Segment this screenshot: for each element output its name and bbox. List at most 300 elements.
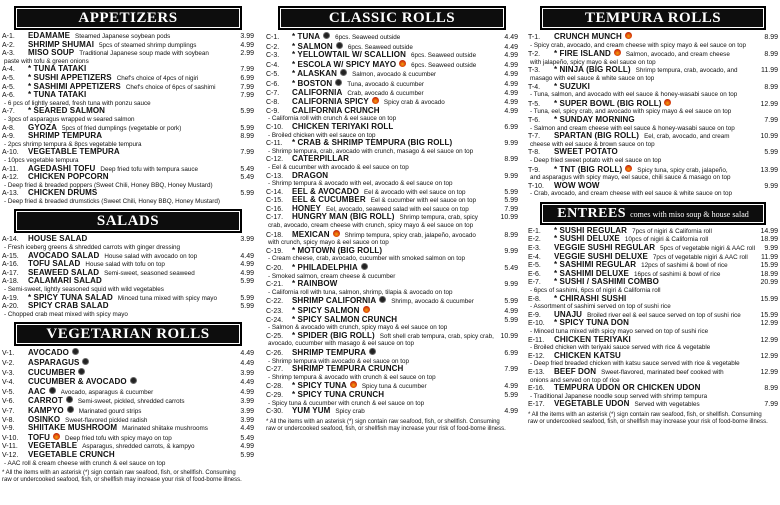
menu-item bbox=[2, 189, 254, 205]
item-code: T-5. bbox=[528, 100, 541, 108]
item-code: E-2. bbox=[528, 236, 541, 244]
spicy-icon bbox=[625, 32, 632, 39]
menu-item bbox=[266, 391, 518, 407]
spicy-icon bbox=[333, 230, 340, 237]
menu-item bbox=[2, 107, 254, 123]
roll-icon bbox=[369, 348, 376, 355]
item-description: Spicy crab bbox=[335, 408, 365, 416]
item-description: Served with vegetables bbox=[634, 401, 700, 409]
item-code: A-8. bbox=[2, 124, 15, 132]
item-name: CALIFORNIA CRUNCH bbox=[292, 105, 380, 115]
menu-item bbox=[266, 155, 518, 171]
menu-item bbox=[266, 365, 518, 381]
item-price: 7.99 bbox=[504, 366, 518, 374]
item-description: House salad with tofu on top bbox=[85, 261, 165, 269]
salads-list bbox=[2, 235, 254, 318]
menu-item bbox=[2, 368, 254, 378]
item-code: C-11. bbox=[266, 140, 283, 148]
item-code: V-3. bbox=[2, 369, 15, 377]
item-code: V-11. bbox=[2, 443, 18, 451]
entrees-header bbox=[540, 202, 766, 225]
item-price: 10.99 bbox=[760, 133, 778, 141]
item-description: 6pcs. Seaweed outside bbox=[335, 34, 401, 41]
item-price: 13.99 bbox=[760, 166, 778, 174]
item-price: 5.49 bbox=[240, 174, 254, 182]
item-description-extra: - Shrimp tempura & avocado with eel, avocado & eel sauce on top bbox=[268, 180, 453, 188]
item-price: 4.49 bbox=[240, 379, 254, 387]
item-price: 5.99 bbox=[240, 294, 254, 302]
item-price: 5.49 bbox=[504, 265, 518, 273]
item-code: E-12. bbox=[528, 352, 545, 360]
menu-item bbox=[528, 352, 778, 368]
item-description: 6pcs. Seaweed outside bbox=[410, 52, 477, 60]
item-code: T-9. bbox=[528, 166, 541, 174]
item-description-extra: - Chopped crab meat mixed with spicy mayo bbox=[4, 310, 128, 318]
item-name: * SPICY SALMON bbox=[292, 306, 360, 315]
disclaimer-middle: * All the items with an asterisk (*) sign contain raw seafood, fish, or shellfish. Consuming raw or undercooked seafood, fish, or shellfish may increase your risk of food-borne illness. bbox=[266, 418, 506, 432]
item-description: 16pcs of sashimi & bowl of rice bbox=[633, 270, 721, 278]
item-description: Salmon, avocado, and cream cheese bbox=[625, 51, 730, 59]
item-name: * SPICY TUNA bbox=[292, 381, 347, 391]
item-name: * SPIDER (BIG ROLL) bbox=[292, 330, 375, 340]
item-description: Eel & cucumber with eel sauce on top bbox=[370, 197, 477, 205]
item-description: Salmon, avocado & cucumber bbox=[352, 71, 437, 79]
item-price: 2.99 bbox=[240, 50, 254, 58]
spicy-icon bbox=[350, 381, 357, 388]
menu-item bbox=[2, 277, 254, 293]
item-price: 12.99 bbox=[760, 320, 778, 328]
menu-item bbox=[266, 263, 518, 280]
item-name: * SPICY SALMON CRUNCH bbox=[292, 314, 398, 324]
item-description-extra: - Deep fried sweet potato with eel sauce on top bbox=[530, 156, 662, 164]
item-price: 4.99 bbox=[504, 52, 518, 60]
item-description-extra: - Broiled chicken with eel sauce on top bbox=[268, 131, 376, 139]
item-price: 3.99 bbox=[240, 407, 254, 415]
spicy-icon bbox=[664, 99, 671, 106]
item-code: E-5. bbox=[528, 262, 541, 270]
item-name: TEMPURA UDON OR CHICKEN UDON bbox=[554, 383, 701, 393]
spicy-icon bbox=[614, 49, 621, 56]
item-code: A-17. bbox=[2, 269, 19, 277]
item-description: Semi-sweet, pickled, shredded carrots bbox=[77, 398, 185, 406]
menu-item bbox=[266, 280, 518, 296]
roll-icon bbox=[67, 406, 74, 413]
item-code: C-18. bbox=[266, 231, 284, 239]
menu-item bbox=[528, 278, 778, 294]
item-price: 7.99 bbox=[764, 116, 778, 124]
item-price: 8.99 bbox=[240, 133, 254, 141]
item-price: 3.99 bbox=[240, 369, 254, 377]
item-name: HOUSE SALAD bbox=[28, 234, 88, 244]
item-code: C-15. bbox=[266, 197, 284, 205]
item-code: C-19. bbox=[266, 247, 284, 255]
item-description: Shrimp, avocado & cucumber bbox=[391, 298, 474, 306]
item-price: 5.99 bbox=[240, 124, 254, 132]
column-left bbox=[2, 6, 254, 484]
item-name: AGEDASHI TOFU bbox=[28, 163, 96, 173]
item-description-extra: - Minced tuna mixed with spicy mayo served on top of sushi rice bbox=[530, 328, 709, 335]
item-code: A-5. bbox=[2, 74, 15, 82]
item-code: A-6. bbox=[2, 92, 15, 100]
roll-icon bbox=[66, 396, 73, 403]
item-code: A-11. bbox=[2, 165, 19, 173]
item-name: ASPARAGUS bbox=[28, 358, 80, 367]
item-price: 12.99 bbox=[760, 352, 778, 360]
item-price: 7.99 bbox=[240, 149, 254, 157]
item-code: C-12. bbox=[266, 156, 284, 164]
item-code: V-1. bbox=[2, 350, 15, 358]
menu-item bbox=[2, 91, 254, 107]
item-description-extra: onions and served on top of rice bbox=[530, 376, 620, 384]
menu-item bbox=[528, 336, 778, 352]
menu-item bbox=[2, 302, 254, 318]
item-name: * SALMON bbox=[292, 41, 333, 51]
item-name: VEGGIE SUSHI DELUXE bbox=[554, 251, 648, 261]
item-code: C-26. bbox=[266, 349, 284, 357]
item-name: GYOZA bbox=[28, 122, 57, 132]
item-price: 5.99 bbox=[240, 278, 254, 286]
menu-item bbox=[266, 247, 518, 263]
item-description-extra: - Assortment of sashimi served on top of sushi rice bbox=[530, 303, 671, 311]
menu-item bbox=[528, 384, 778, 400]
item-price: 4.99 bbox=[240, 443, 254, 451]
item-code: E-17. bbox=[528, 401, 545, 409]
item-name: * ESCOLA W/ SPICY MAYO bbox=[292, 59, 397, 69]
item-description: 7pcs of vegetable nigiri & AAC roll bbox=[652, 253, 748, 261]
item-price: 5.49 bbox=[240, 165, 254, 173]
menu-item bbox=[266, 89, 518, 98]
item-description-extra: - Shrimp tempura with avocado & eel sauce on top bbox=[268, 357, 410, 365]
menu-item bbox=[266, 123, 518, 139]
item-code: C-1. bbox=[266, 34, 280, 41]
classic-list bbox=[266, 32, 518, 416]
item-price: 4.49 bbox=[240, 350, 254, 358]
item-code: A-20. bbox=[2, 303, 19, 311]
item-code: C-8. bbox=[266, 99, 280, 107]
menu-item bbox=[266, 348, 518, 365]
item-code: A-1. bbox=[2, 33, 15, 40]
item-code: V-7. bbox=[2, 407, 15, 415]
item-price: 4.99 bbox=[240, 388, 254, 396]
item-name: CALIFORNIA SPICY bbox=[292, 97, 369, 107]
item-description: Chef's choice of 4pcs of nigiri bbox=[116, 74, 199, 82]
item-code: E-16. bbox=[528, 385, 545, 393]
item-name: * PHILADELPHIA bbox=[292, 263, 358, 273]
item-description: Minced tuna mixed with spicy mayo bbox=[117, 294, 217, 302]
item-price: 5.99 bbox=[504, 391, 518, 399]
item-price: 3.99 bbox=[240, 236, 254, 244]
item-name: CHICKEN KATSU bbox=[554, 350, 621, 360]
item-price: 4.49 bbox=[504, 34, 518, 41]
item-price: 7.99 bbox=[240, 92, 254, 100]
disclaimer-right: * All the items with an asterisk (*) sign contain raw seafood, fish, or shellfish. Consuming raw or undercooked seafood, fish, or shellfish may increase your risk of food-borne illness. bbox=[528, 411, 768, 425]
spicy-icon bbox=[53, 433, 60, 440]
item-name: * SUNDAY MORNING bbox=[554, 114, 635, 124]
item-name: * TUNA TATAKI bbox=[28, 90, 87, 100]
menu-item bbox=[266, 172, 518, 188]
menu-item bbox=[2, 424, 254, 433]
item-name: * SUZUKI bbox=[554, 81, 590, 91]
tempura-list bbox=[528, 32, 778, 198]
item-name: BEEF DON bbox=[554, 366, 597, 376]
menu-item bbox=[266, 69, 518, 79]
item-code: C-22. bbox=[266, 298, 284, 306]
item-price: 20.99 bbox=[760, 279, 778, 287]
item-code: T-7. bbox=[528, 133, 541, 141]
item-code: A-2. bbox=[2, 41, 15, 49]
item-price: 6.99 bbox=[504, 123, 518, 131]
item-name: TOFU bbox=[28, 432, 51, 442]
item-description: Deep fried tofu with spicy mayo on top bbox=[65, 434, 172, 442]
menu-item bbox=[2, 173, 254, 189]
item-price: 9.99 bbox=[504, 281, 518, 289]
item-description-extra: - AAC roll & cream cheese with crunch & eel sauce on top bbox=[4, 459, 166, 467]
item-name: UNAJU bbox=[554, 309, 583, 319]
item-description: Semi-sweet, seasoned seaweed bbox=[104, 269, 195, 277]
item-name: * SASHIMI DELUXE bbox=[554, 268, 629, 278]
item-name: * ALASKAN bbox=[292, 69, 338, 79]
item-code: V-8. bbox=[2, 416, 15, 424]
menu-item bbox=[266, 107, 518, 123]
item-description-extra: crab, avocado, cream cheese with crunch, spicy mayo & eel sauce on top bbox=[268, 222, 474, 230]
item-code: E-4. bbox=[528, 253, 541, 261]
menu-item bbox=[266, 51, 518, 60]
item-price: 10.99 bbox=[500, 332, 518, 340]
roll-icon bbox=[335, 79, 342, 86]
item-price: 14.99 bbox=[760, 227, 778, 235]
item-price: 4.99 bbox=[504, 71, 518, 79]
item-code: A-10. bbox=[2, 149, 19, 157]
item-description: Shrimp tempura, spicy crab, jalapeño, avocado bbox=[344, 231, 476, 239]
item-code: A-3. bbox=[2, 50, 15, 58]
item-code: A-13. bbox=[2, 190, 19, 198]
item-description: Sweet-flavored pickled radish bbox=[65, 416, 148, 424]
item-price: 4.99 bbox=[240, 41, 254, 49]
menu-item bbox=[2, 148, 254, 164]
item-description-extra: - Deep fried & breaded poppers (Sweet Chili, Honey BBQ, Honey Mustard) bbox=[4, 181, 213, 189]
item-name: * TUNA bbox=[292, 32, 321, 41]
item-name: * SPICY TUNA DON bbox=[554, 318, 629, 328]
item-description: Marinated shiitake mushrooms bbox=[122, 425, 208, 433]
item-description: Traditional Japanese soup made with soybean bbox=[79, 50, 209, 58]
menu-item bbox=[528, 116, 778, 132]
item-name: SWEET POTATO bbox=[554, 147, 618, 157]
item-price: 7.99 bbox=[504, 205, 518, 213]
item-name: CRUNCH MUNCH bbox=[554, 32, 622, 41]
menu-item bbox=[528, 66, 778, 82]
item-price: 7.99 bbox=[240, 66, 254, 74]
item-name: * SUSHI APPETIZERS bbox=[28, 72, 112, 82]
item-price: 8.99 bbox=[764, 34, 778, 41]
menu-item bbox=[2, 387, 254, 397]
item-code: C-27. bbox=[266, 366, 284, 374]
item-description: 5pcs of fried dumplings (vegetable or pork) bbox=[61, 124, 182, 132]
menu-item bbox=[266, 296, 518, 306]
item-price: 4.99 bbox=[504, 383, 518, 391]
item-description-extra: - Tuna, eel, spicy crab, and avocado with spicy mayo & eel sauce on top bbox=[530, 108, 732, 116]
item-name: VEGETABLE UDON bbox=[554, 399, 630, 409]
item-name: OSINKO bbox=[28, 414, 61, 424]
item-name: CHICKEN DRUMS bbox=[28, 188, 98, 198]
roll-icon bbox=[336, 42, 343, 49]
item-description-extra: and asparagus with spicy mayo, eel sauce, chili sauce & masago on top bbox=[530, 174, 731, 182]
item-name: TOFU SALAD bbox=[28, 259, 81, 269]
item-name: VEGETABLE CRUNCH bbox=[28, 449, 115, 459]
roll-icon bbox=[82, 358, 89, 365]
item-description: Broiled river eel & eel sauce served on top of sushi rice bbox=[587, 311, 741, 319]
item-code: V-9. bbox=[2, 425, 15, 433]
item-price: 4.99 bbox=[240, 261, 254, 269]
item-code: C-30. bbox=[266, 408, 284, 416]
item-name: AAC bbox=[28, 386, 46, 396]
item-price: 4.49 bbox=[240, 252, 254, 260]
item-price: 5.99 bbox=[504, 197, 518, 205]
entrees-subtitle: comes with miso soup & house salad bbox=[630, 209, 749, 219]
item-price: 5.99 bbox=[240, 303, 254, 311]
item-description-extra: - Shrimp tempura, crab, avocado with crunch, masago & eel sauce on top bbox=[268, 147, 474, 155]
item-price: 6.99 bbox=[504, 349, 518, 357]
item-name: * TNT (BIG ROLL) bbox=[554, 164, 623, 174]
item-description-extra: - Deep fried & breaded drumsticks (Sweet Chili, Honey BBQ, Honey Mustard) bbox=[4, 197, 220, 205]
item-description-extra: - California roll with tuna, salmon, shrimp, tilapia & avocado on top bbox=[268, 288, 453, 296]
item-name: CHICKEN TERIYAKI ROLL bbox=[292, 121, 394, 131]
item-description: Marinated gourd strips bbox=[78, 407, 142, 415]
menu-item bbox=[2, 132, 254, 148]
item-description-extra: - California roll with crunch & eel sauce on top bbox=[268, 115, 397, 123]
item-name: * SUSHI DELUXE bbox=[554, 234, 620, 244]
item-code: A-12. bbox=[2, 174, 19, 182]
item-name: SPICY CRAB SALAD bbox=[28, 301, 109, 311]
disclaimer-left: * All the items with an asterisk (*) sign contain raw seafood, fish, or shellfish. Consuming raw or undercooked seafood, fish, or shellfish may increase your risk of food-borne illness. bbox=[2, 470, 242, 483]
item-price: 6.99 bbox=[240, 74, 254, 82]
item-price: 5.99 bbox=[240, 451, 254, 459]
item-description: Deep fried tofu with tempura sauce bbox=[100, 165, 199, 173]
item-price: 9.99 bbox=[764, 245, 778, 253]
item-price: 4.99 bbox=[504, 61, 518, 69]
item-name: SEAWEED SALAD bbox=[28, 267, 100, 277]
item-name: SHRIMP TEMPURA bbox=[28, 131, 103, 141]
menu-item bbox=[528, 319, 778, 335]
item-price: 11.99 bbox=[761, 253, 778, 261]
item-description-extra: - 10pcs vegetable tempura bbox=[4, 156, 79, 164]
vegetarian-header: VEGETARIAN ROLLS bbox=[14, 322, 242, 346]
item-name: * CHIRASHI SUSHI bbox=[554, 293, 627, 303]
item-name: VEGETABLE TEMPURA bbox=[28, 147, 120, 157]
item-price: 5.99 bbox=[240, 190, 254, 198]
item-description: Eel, avocado, seaweed salad with eel sauce on top bbox=[325, 205, 469, 213]
item-description: Asparagus, shredded carrots, & kampyo bbox=[82, 443, 195, 451]
item-price: 4.99 bbox=[240, 269, 254, 277]
item-price: 9.99 bbox=[504, 140, 518, 148]
item-price: 7.99 bbox=[764, 401, 778, 409]
item-description-extra: - 6 pcs of lightly seared, fresh tuna with ponzu sauce bbox=[4, 99, 151, 107]
item-name: EEL & AVOCADO bbox=[292, 186, 359, 196]
item-name: AVOCADO SALAD bbox=[28, 250, 100, 260]
item-code: V-2. bbox=[2, 360, 15, 367]
item-description: Avocado, asparagus & cucumber bbox=[60, 388, 154, 396]
appetizers-list bbox=[2, 32, 254, 205]
item-code: C-4. bbox=[266, 61, 280, 69]
item-code: A-19. bbox=[2, 294, 19, 302]
item-description-extra: - Crab, avocado, and cream cheese with eel sauce & white sauce on top bbox=[530, 190, 732, 198]
column-middle bbox=[266, 6, 518, 432]
item-code: A-9. bbox=[2, 133, 15, 141]
item-description-extra: - 3pcs of asparagus wrapped w seared salmon bbox=[4, 115, 135, 123]
item-description: 12pcs of sashimi & bowl of rice bbox=[641, 262, 728, 270]
item-name: * FIRE ISLAND bbox=[554, 49, 611, 59]
item-name: EDAMAME bbox=[28, 31, 71, 40]
item-price: 12.99 bbox=[760, 368, 778, 376]
menu-item bbox=[528, 32, 778, 49]
item-description-extra: - Smoked salmon, cream cheese & cucumber bbox=[268, 272, 396, 280]
menu-item bbox=[2, 358, 254, 368]
menu-item bbox=[266, 316, 518, 332]
item-name: CALAMARI SALAD bbox=[28, 276, 102, 286]
item-code: C-2. bbox=[266, 43, 280, 51]
item-code: A-15. bbox=[2, 252, 19, 260]
item-description-extra: - Tuna, salmon, and avocado with eel sauce & honey-wasabi sauce on top bbox=[530, 91, 738, 99]
item-description-extra: cheese with eel sauce & brown sauce on top bbox=[530, 140, 655, 148]
item-price: 4.49 bbox=[240, 425, 254, 433]
item-name: EEL & CUCUMBER bbox=[292, 195, 366, 205]
item-description: Chef's choice of 6pcs of sashimi bbox=[125, 83, 216, 91]
menu-item bbox=[266, 230, 518, 247]
item-price: 3.99 bbox=[240, 416, 254, 424]
item-name: SHRIMP TEMPURA bbox=[292, 347, 367, 357]
item-code: E-10. bbox=[528, 320, 545, 328]
item-code: C-21. bbox=[266, 281, 284, 289]
item-price: 4.99 bbox=[504, 107, 518, 115]
item-price: 9.99 bbox=[504, 172, 518, 180]
item-code: C-13. bbox=[266, 172, 284, 180]
classic-header: CLASSIC ROLLS bbox=[278, 6, 506, 30]
item-name: CHICKEN POPCORN bbox=[28, 172, 109, 182]
menu-item bbox=[2, 396, 254, 406]
item-name: * SUSHI / SASHIMI COMBO bbox=[554, 277, 659, 287]
item-price: 15.99 bbox=[760, 262, 778, 270]
item-code: A-4. bbox=[2, 66, 15, 74]
item-price: 4.49 bbox=[240, 360, 254, 367]
item-code: T-1. bbox=[528, 34, 541, 41]
roll-icon bbox=[130, 377, 137, 384]
item-price: 4.99 bbox=[504, 89, 518, 97]
item-name: * SASHIMI REGULAR bbox=[554, 260, 637, 270]
item-description-extra: - Shrimp tempura & avocado with crunch & eel sauce on top bbox=[268, 373, 436, 381]
roll-icon bbox=[72, 348, 79, 355]
item-description-extra: - Semi-sweet, lightly seasoned squid with wild vegetables bbox=[4, 286, 164, 294]
item-code: C-24. bbox=[266, 316, 284, 324]
item-description: 5pcs of vegetable nigiri & AAC roll bbox=[660, 245, 755, 253]
item-name: CATERPILLAR bbox=[292, 154, 349, 164]
roll-icon bbox=[361, 263, 368, 270]
item-description: Eel, crab, avocado, and cream bbox=[644, 133, 730, 141]
item-price: 5.99 bbox=[504, 316, 518, 324]
item-price: 8.99 bbox=[764, 83, 778, 91]
item-description: 5pcs of steamed shrimp dumplings bbox=[99, 41, 197, 49]
item-description: Eel & avocado with eel sauce on top bbox=[363, 188, 466, 196]
entrees-title: ENTREES bbox=[557, 205, 627, 221]
item-name: HUNGRY MAN (BIG ROLL) bbox=[292, 212, 395, 222]
item-description-extra: - 6pcs of sashimi, 6pcs of nigiri & California roll bbox=[530, 287, 661, 295]
item-name: VEGETABLE bbox=[28, 441, 78, 451]
item-description: 6pcs. Seaweed outside bbox=[411, 61, 477, 69]
item-description-extra: - Traditional Japanese noodle soup served with shrimp tempura bbox=[530, 392, 708, 400]
menu-item bbox=[528, 368, 778, 384]
menu-item bbox=[2, 49, 254, 65]
item-code: E-13. bbox=[528, 368, 545, 376]
item-price: 5.99 bbox=[240, 108, 254, 116]
item-code: A-14. bbox=[2, 236, 19, 244]
